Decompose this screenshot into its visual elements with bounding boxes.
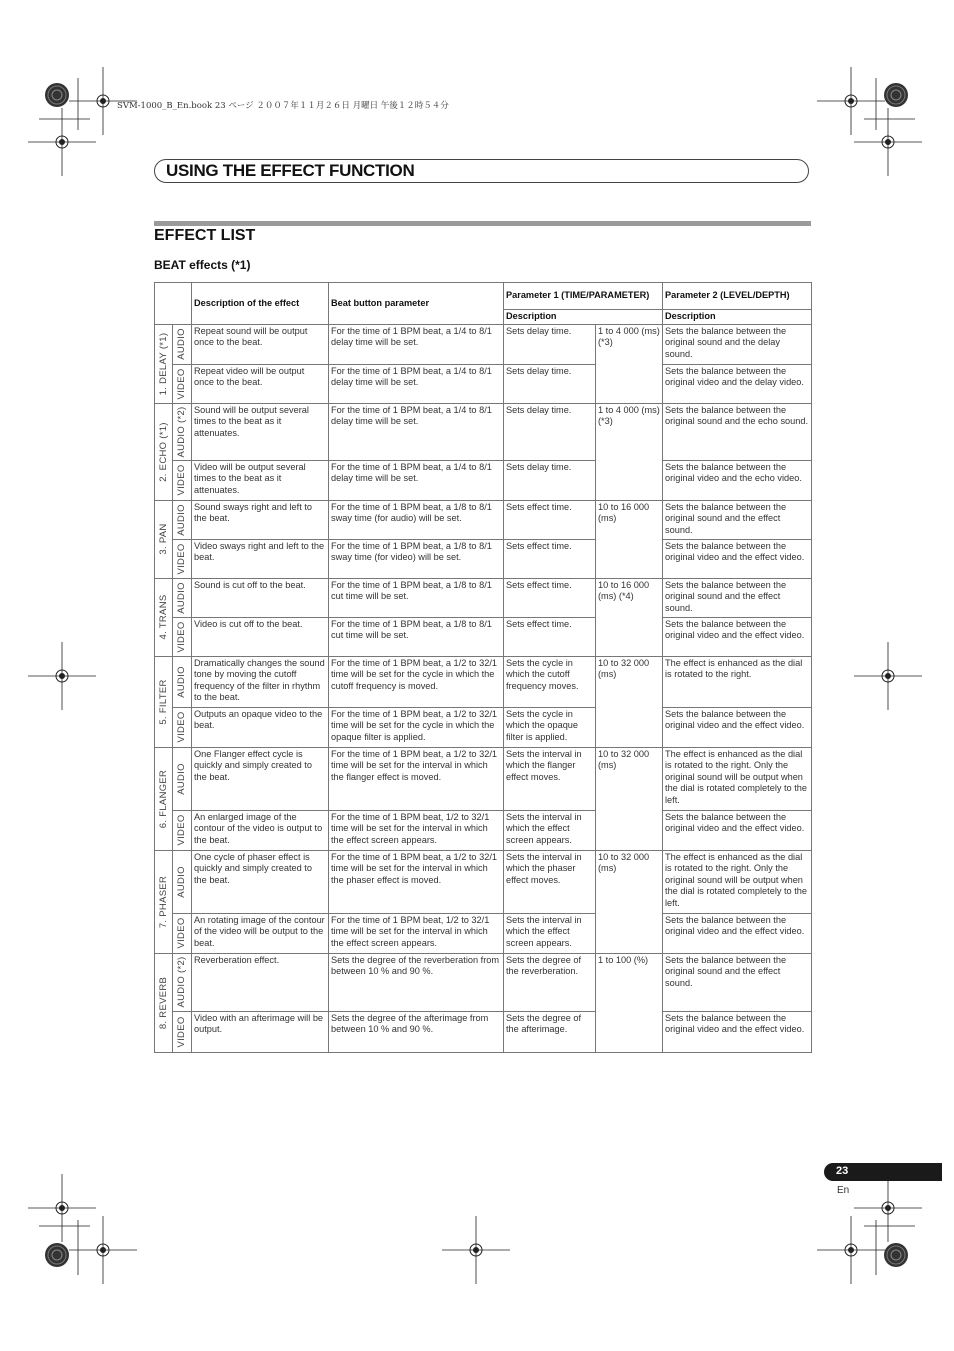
effect-description: Reverberation effect.: [192, 953, 329, 1011]
media-type-cell: [173, 364, 192, 403]
effect-description: Video will be output several times to the beat as it attenuates.: [192, 460, 329, 500]
parameter-1-description: Sets delay time.: [504, 403, 596, 460]
media-type: VIDEO: [176, 1016, 188, 1048]
media-type: AUDIO: [176, 503, 188, 536]
effect-name: 6. FLANGER: [157, 769, 169, 828]
media-type-cell: [173, 403, 192, 460]
beat-parameter: For the time of 1 BPM beat, a 1/4 to 8/1 delay time will be set.: [329, 324, 504, 364]
subsection-title: BEAT effects (*1): [154, 258, 251, 272]
parameter-1-description: Sets the interval in which the effect screen appears.: [504, 810, 596, 850]
table-row: [155, 617, 812, 656]
parameter-2-description: Sets the balance between the original video and the echo video.: [663, 460, 812, 500]
parameter-1-description: Sets effect time.: [504, 617, 596, 656]
effect-name: 1. DELAY (*1): [157, 332, 169, 395]
table-row: [155, 403, 812, 460]
table-row: [155, 539, 812, 578]
effect-description: One cycle of phaser effect is quickly and simply created to the beat.: [192, 850, 329, 913]
effect-description: Sound will be output several times to the beat as it attenuates.: [192, 403, 329, 460]
table-row: [155, 364, 812, 403]
parameter-2-description: Sets the balance between the original sound and the effect sound.: [663, 500, 812, 539]
effect-description: Video is cut off to the beat.: [192, 617, 329, 656]
parameter-1-description: Sets the cycle in which the cutoff frequency moves.: [504, 656, 596, 707]
parameter-1-description: Sets effect time.: [504, 578, 596, 617]
parameter-1-description: Sets the degree of the afterimage.: [504, 1011, 596, 1052]
page-language: En: [837, 1185, 850, 1196]
parameter-1-description: Sets the interval in which the flanger effect moves.: [504, 747, 596, 810]
parameter-2-description: Sets the balance between the original sound and the effect sound.: [663, 578, 812, 617]
beat-parameter: For the time of 1 BPM beat, a 1/4 to 8/1 delay time will be set.: [329, 460, 504, 500]
table-row: [155, 500, 812, 539]
media-type-cell: [173, 617, 192, 656]
effect-description: Video sways right and left to the beat.: [192, 539, 329, 578]
media-type-cell: [173, 913, 192, 953]
table-row: [155, 324, 812, 364]
effect-name: 5. FILTER: [157, 678, 169, 725]
header-parameter-2-description: Description: [663, 310, 812, 325]
effect-list-body: [155, 324, 812, 1052]
parameter-1-description: Sets the interval in which the effect screen appears.: [504, 913, 596, 953]
effect-name-cell: [155, 324, 173, 403]
beat-parameter: For the time of 1 BPM beat, a 1/8 to 8/1 sway time (for audio) will be set.: [329, 500, 504, 539]
media-type: VIDEO: [176, 464, 188, 496]
parameter-2-description: Sets the balance between the original video and the delay video.: [663, 364, 812, 403]
parameter-2-description: Sets the balance between the original video and the effect video.: [663, 913, 812, 953]
media-type: VIDEO: [176, 711, 188, 743]
media-type-cell: [173, 747, 192, 810]
table-row: [155, 850, 812, 913]
media-type-cell: [173, 1011, 192, 1052]
beat-parameter: Sets the degree of the reverberation from between 10 % and 90 %.: [329, 953, 504, 1011]
parameter-1-range: 10 to 16 000 (ms) (*4): [596, 578, 663, 656]
parameter-1-range: 1 to 4 000 (ms) (*3): [596, 403, 663, 500]
parameter-1-description: Sets the interval in which the phaser effect moves.: [504, 850, 596, 913]
parameter-1-range: 10 to 32 000 (ms): [596, 850, 663, 953]
parameter-1-description: Sets delay time.: [504, 364, 596, 403]
media-type-cell: [173, 707, 192, 747]
beat-parameter: For the time of 1 BPM beat, a 1/2 to 32/1 time will be set for the interval in which the flanger effect is moved.: [329, 747, 504, 810]
effect-name: 4. TRANS: [157, 594, 169, 640]
media-type: AUDIO: [176, 762, 188, 795]
effect-description: Video with an afterimage will be output.: [192, 1011, 329, 1052]
corner-cell: [155, 283, 192, 325]
beat-parameter: Sets the degree of the afterimage from between 10 % and 90 %.: [329, 1011, 504, 1052]
media-type-cell: [173, 324, 192, 364]
page-number: 23: [836, 1165, 849, 1177]
file-header: SVM-1000_B_En.book 23 ページ ２００７年１１月２６日 月曜日 午後１２時５４分: [117, 101, 449, 111]
effect-name-cell: [155, 578, 173, 656]
effect-list-table: [154, 282, 812, 1053]
parameter-2-description: Sets the balance between the original sound and the effect sound.: [663, 953, 812, 1011]
beat-parameter: For the time of 1 BPM beat, a 1/2 to 32/1 time will be set for the cycle in which the opaque filter is applied.: [329, 707, 504, 747]
effect-name-cell: [155, 403, 173, 500]
effect-name-cell: [155, 747, 173, 850]
parameter-2-description: Sets the balance between the original video and the effect video.: [663, 539, 812, 578]
effect-description: Repeat video will be output once to the beat.: [192, 364, 329, 403]
parameter-1-description: Sets delay time.: [504, 324, 596, 364]
beat-parameter: For the time of 1 BPM beat, a 1/8 to 8/1 cut time will be set.: [329, 578, 504, 617]
effect-description: An rotating image of the contour of the video will be output to the beat.: [192, 913, 329, 953]
header-description: Description of the effect: [192, 283, 329, 325]
beat-parameter: For the time of 1 BPM beat, a 1/2 to 32/1 time will be set for the cycle in which the cutoff frequency is moved.: [329, 656, 504, 707]
table-row: [155, 913, 812, 953]
parameter-1-range: 1 to 4 000 (ms) (*3): [596, 324, 663, 403]
media-type: VIDEO: [176, 368, 188, 400]
table-row: [155, 747, 812, 810]
beat-parameter: For the time of 1 BPM beat, a 1/2 to 32/1 time will be set for the interval in which the phaser effect is moved.: [329, 850, 504, 913]
media-type: AUDIO (*2): [176, 406, 188, 458]
header-parameter-2: Parameter 2 (LEVEL/DEPTH): [663, 283, 812, 310]
parameter-2-description: Sets the balance between the original video and the effect video.: [663, 617, 812, 656]
parameter-2-description: Sets the balance between the original sound and the delay sound.: [663, 324, 812, 364]
beat-parameter: For the time of 1 BPM beat, 1/2 to 32/1 time will be set for the interval in which the effect screen appears.: [329, 913, 504, 953]
media-type-cell: [173, 460, 192, 500]
media-type-cell: [173, 578, 192, 617]
effect-description: Sound sways right and left to the beat.: [192, 500, 329, 539]
parameter-1-range: 10 to 32 000 (ms): [596, 656, 663, 747]
effect-description: Outputs an opaque video to the beat.: [192, 707, 329, 747]
parameter-1-description: Sets effect time.: [504, 539, 596, 578]
parameter-2-description: The effect is enhanced as the dial is rotated to the right. Only the original sound will be output when the dial is rotated completely to the left.: [663, 850, 812, 913]
table-row: [155, 707, 812, 747]
effect-description: Sound is cut off to the beat.: [192, 578, 329, 617]
header-beat-parameter: Beat button parameter: [329, 283, 504, 325]
parameter-1-description: Sets effect time.: [504, 500, 596, 539]
section-title: EFFECT LIST: [154, 227, 256, 244]
parameter-1-range: 10 to 32 000 (ms): [596, 747, 663, 850]
beat-parameter: For the time of 1 BPM beat, a 1/4 to 8/1 delay time will be set.: [329, 364, 504, 403]
header-parameter-1-description: Description: [504, 310, 663, 325]
parameter-2-description: Sets the balance between the original video and the effect video.: [663, 1011, 812, 1052]
parameter-2-description: Sets the balance between the original sound and the echo sound.: [663, 403, 812, 460]
table-row: [155, 460, 812, 500]
media-type: VIDEO: [176, 621, 188, 653]
media-type: VIDEO: [176, 917, 188, 949]
media-type: VIDEO: [176, 543, 188, 575]
effect-description: An enlarged image of the contour of the video is output to the beat.: [192, 810, 329, 850]
parameter-1-description: Sets the cycle in which the opaque filter is applied.: [504, 707, 596, 747]
media-type: AUDIO: [176, 865, 188, 898]
media-type-cell: [173, 810, 192, 850]
table-row: [155, 1011, 812, 1052]
media-type: VIDEO: [176, 814, 188, 846]
effect-description: Dramatically changes the sound tone by moving the cutoff frequency of the filter in rhythm to the beat.: [192, 656, 329, 707]
table-row: [155, 656, 812, 707]
parameter-2-description: Sets the balance between the original video and the effect video.: [663, 810, 812, 850]
chapter-title: USING THE EFFECT FUNCTION: [166, 161, 415, 180]
parameter-2-description: Sets the balance between the original video and the effect video.: [663, 707, 812, 747]
section-rule: [154, 221, 811, 226]
parameter-1-range: 1 to 100 (%): [596, 953, 663, 1052]
media-type-cell: [173, 539, 192, 578]
beat-parameter: For the time of 1 BPM beat, a 1/8 to 8/1 cut time will be set.: [329, 617, 504, 656]
table-row: [155, 953, 812, 1011]
media-type-cell: [173, 656, 192, 707]
media-type: AUDIO: [176, 328, 188, 360]
beat-parameter: For the time of 1 BPM beat, a 1/8 to 8/1 sway time (for video) will be set.: [329, 539, 504, 578]
effect-name-cell: [155, 500, 173, 578]
media-type-cell: [173, 953, 192, 1011]
parameter-1-description: Sets delay time.: [504, 460, 596, 500]
parameter-2-description: The effect is enhanced as the dial is rotated to the right.: [663, 656, 812, 707]
beat-parameter: For the time of 1 BPM beat, 1/2 to 32/1 time will be set for the interval in which the effect screen appears.: [329, 810, 504, 850]
effect-name: 2. ECHO (*1): [157, 421, 169, 482]
header-parameter-1: Parameter 1 (TIME/PARAMETER): [504, 283, 663, 310]
effect-description: One Flanger effect cycle is quickly and simply created to the beat.: [192, 747, 329, 810]
effect-description: Repeat sound will be output once to the beat.: [192, 324, 329, 364]
effect-name: 8. REVERB: [157, 976, 169, 1029]
table-row: [155, 578, 812, 617]
effect-name: 7. PHASER: [157, 875, 169, 928]
media-type-cell: [173, 850, 192, 913]
beat-parameter: For the time of 1 BPM beat, a 1/4 to 8/1 delay time will be set.: [329, 403, 504, 460]
effect-name-cell: [155, 953, 173, 1052]
media-type: AUDIO (*2): [176, 956, 188, 1008]
media-type-cell: [173, 500, 192, 539]
parameter-1-description: Sets the degree of the reverberation.: [504, 953, 596, 1011]
table-row: [155, 810, 812, 850]
media-type: AUDIO: [176, 665, 188, 698]
media-type: AUDIO: [176, 581, 188, 614]
parameter-1-range: 10 to 16 000 (ms): [596, 500, 663, 578]
effect-name-cell: [155, 656, 173, 747]
parameter-2-description: The effect is enhanced as the dial is rotated to the right. Only the original sound will be output when the dial is rotated completely to the left.: [663, 747, 812, 810]
effect-name: 3. PAN: [157, 523, 169, 555]
effect-name-cell: [155, 850, 173, 953]
